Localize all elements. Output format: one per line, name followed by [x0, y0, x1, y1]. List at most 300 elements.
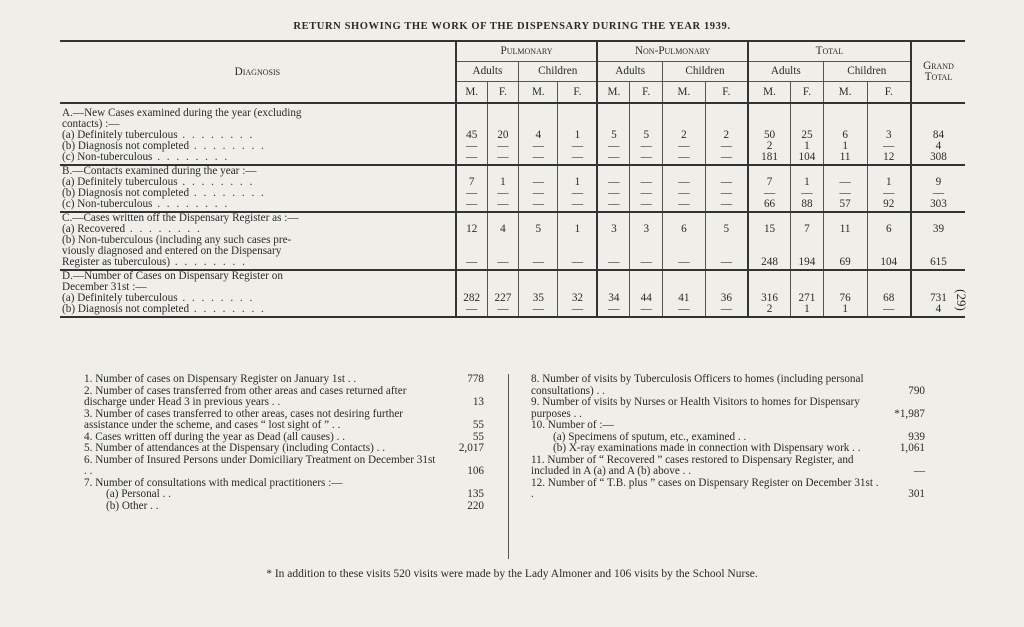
value-cell: —	[487, 199, 518, 212]
leader-dots: . . . . . . . .	[170, 257, 247, 268]
section-heading	[60, 282, 456, 293]
notes-left-column	[84, 374, 484, 512]
value-cell: 4	[519, 130, 558, 141]
row-label-text: (a) Definitely tuberculous	[62, 177, 178, 188]
header-adults: Adults	[748, 62, 823, 82]
value-cell: —	[705, 304, 748, 317]
value-cell: 76	[823, 293, 867, 304]
value-cell: —	[558, 188, 597, 199]
value-cell: —	[558, 199, 597, 212]
header-f: F.	[630, 82, 663, 104]
empty-cell	[911, 270, 965, 282]
empty-cell	[867, 270, 911, 282]
value-cell: —	[705, 257, 748, 270]
table-row	[60, 199, 965, 212]
row-label	[60, 130, 456, 141]
note-item	[509, 374, 925, 397]
value-cell: 45	[456, 130, 487, 141]
value-cell: —	[558, 257, 597, 270]
section-heading	[60, 103, 456, 119]
note-text: (b) X-ray examinations made in connection with Dispensary work . .	[553, 442, 861, 454]
empty-cell	[911, 235, 965, 246]
row-label-text: A.—New Cases examined during the year (excluding	[62, 107, 302, 119]
value-cell: —	[748, 188, 791, 199]
value-cell: 7	[748, 177, 791, 188]
value-cell: 20	[487, 130, 518, 141]
value-cell: —	[705, 152, 748, 165]
header-f: F.	[705, 82, 748, 104]
header-m: M.	[748, 82, 791, 104]
leader-dots: . . . . . . . .	[177, 177, 255, 188]
note-text: 12. Number of “ T.B. plus ” cases on Dispensary Register on December 31st . .	[531, 476, 879, 500]
value-cell: 11	[823, 152, 867, 165]
note-item	[84, 386, 484, 409]
row-label-text: (a) Recovered	[62, 224, 126, 235]
value-cell: 15	[748, 224, 791, 235]
value-cell: 1	[867, 177, 911, 188]
empty-cell	[630, 235, 663, 246]
value-cell: 282	[456, 293, 487, 304]
row-label	[60, 152, 456, 165]
value-cell: 25	[791, 130, 824, 141]
empty-cell	[791, 103, 824, 119]
empty-cell	[456, 270, 487, 282]
value-cell: —	[456, 141, 487, 152]
note-item	[84, 501, 484, 513]
empty-cell	[748, 103, 791, 119]
header-adults: Adults	[597, 62, 662, 82]
empty-cell	[487, 235, 518, 246]
table-row	[60, 293, 965, 304]
header-adults: Adults	[456, 62, 519, 82]
grand-total-cell: 731	[911, 293, 965, 304]
value-cell: 50	[748, 130, 791, 141]
value-cell: 5	[630, 130, 663, 141]
table-row	[60, 246, 965, 257]
section-heading-row	[60, 165, 965, 177]
value-cell: 12	[456, 224, 487, 235]
value-cell: 32	[558, 293, 597, 304]
row-label	[60, 293, 456, 304]
value-cell: —	[519, 152, 558, 165]
value-cell: —	[705, 177, 748, 188]
value-cell: 248	[748, 257, 791, 270]
table-section	[60, 270, 965, 317]
table-row	[60, 257, 965, 270]
page-number: (29)	[953, 289, 969, 311]
header-children: Children	[663, 62, 748, 82]
empty-cell	[663, 235, 706, 246]
value-cell: 1	[791, 141, 824, 152]
table-row	[60, 304, 965, 317]
note-text: (a) Personal . .	[106, 488, 171, 500]
leader-dots: . . . . . . . .	[177, 130, 255, 141]
row-label-text: viously diagnosed and entered on the Dispensary	[62, 246, 282, 257]
row-label-text: (c) Non-tuberculous	[62, 199, 153, 210]
empty-cell	[597, 103, 630, 119]
note-text: 9. Number of visits by Nurses or Health Visitors to homes for Dispensary purposes . .	[531, 396, 860, 420]
value-cell: 2	[748, 304, 791, 317]
table-row	[60, 224, 965, 235]
dispensary-return-table	[60, 40, 965, 318]
header-m: M.	[456, 82, 487, 104]
value-cell: —	[663, 188, 706, 199]
note-text: 10. Number of :—	[531, 419, 614, 431]
note-value: 939	[908, 430, 925, 443]
note-text: 4. Cases written off during the year as Dead (all causes) . .	[84, 430, 346, 443]
empty-cell	[823, 270, 867, 282]
empty-cell	[705, 235, 748, 246]
row-label-text: (a) Definitely tuberculous	[62, 293, 178, 304]
section-heading-row	[60, 103, 965, 119]
row-label	[60, 257, 456, 270]
row-label	[60, 177, 456, 188]
value-cell: —	[456, 304, 487, 317]
value-cell: 4	[487, 224, 518, 235]
value-cell: 3	[597, 224, 630, 235]
leader-dots: . . . . . . . .	[189, 188, 266, 199]
table-section	[60, 165, 965, 212]
value-cell: 104	[791, 152, 824, 165]
leader-dots: . . . . . . . .	[177, 293, 255, 304]
leader-dots: . . . . . . . .	[125, 224, 202, 235]
empty-cell	[748, 235, 791, 246]
table-row	[60, 130, 965, 141]
empty-cell	[597, 270, 630, 282]
value-cell: 1	[558, 177, 597, 188]
note-text: (b) Other . .	[106, 499, 159, 512]
header-children: Children	[823, 62, 911, 82]
table-row	[60, 188, 965, 199]
header-f: F.	[867, 82, 911, 104]
table-row	[60, 235, 965, 246]
value-cell: 271	[791, 293, 824, 304]
note-item	[509, 397, 925, 420]
note-text: 1. Number of cases on Dispensary Register on January 1st . .	[84, 373, 357, 385]
row-label	[60, 246, 456, 257]
row-label-text: (c) Non-tuberculous	[62, 152, 153, 163]
value-cell: —	[823, 177, 867, 188]
note-value: 135	[467, 488, 484, 500]
value-cell: 44	[630, 293, 663, 304]
note-value: 106	[467, 465, 484, 477]
note-item	[84, 409, 484, 432]
empty-cell	[487, 103, 518, 119]
section-heading	[60, 119, 456, 130]
empty-cell	[558, 270, 597, 282]
value-cell: —	[487, 152, 518, 165]
value-cell: —	[630, 257, 663, 270]
value-cell: 6	[823, 130, 867, 141]
value-cell: —	[867, 141, 911, 152]
value-cell: —	[705, 188, 748, 199]
empty-cell	[823, 235, 867, 246]
row-label	[60, 199, 456, 212]
empty-cell	[558, 103, 597, 119]
value-cell: 5	[597, 130, 630, 141]
value-cell: 35	[519, 293, 558, 304]
value-cell: 2	[663, 130, 706, 141]
value-cell: 181	[748, 152, 791, 165]
note-item	[84, 455, 484, 478]
note-item	[509, 455, 925, 478]
value-cell: —	[630, 152, 663, 165]
header-m: M.	[823, 82, 867, 104]
page-title: RETURN SHOWING THE WORK OF THE DISPENSARY DURING THE YEAR 1939.	[293, 21, 731, 32]
empty-cell	[558, 235, 597, 246]
value-cell: 7	[791, 224, 824, 235]
row-label-text: (b) Diagnosis not completed	[62, 188, 190, 199]
empty-cell	[791, 270, 824, 282]
value-cell: —	[867, 188, 911, 199]
value-cell: 7	[456, 177, 487, 188]
leader-dots: . . . . . . . .	[189, 141, 266, 152]
value-cell: 41	[663, 293, 706, 304]
value-cell: —	[663, 141, 706, 152]
value-cell: 6	[867, 224, 911, 235]
value-cell: 1	[823, 141, 867, 152]
row-label-text: (a) Definitely tuberculous	[62, 130, 178, 141]
value-cell: —	[663, 152, 706, 165]
empty-cell	[663, 103, 706, 119]
section-heading-row	[60, 119, 965, 130]
value-cell: —	[456, 188, 487, 199]
leader-dots: . . . . . . . .	[189, 304, 266, 315]
value-cell: 3	[867, 130, 911, 141]
value-cell: 57	[823, 199, 867, 212]
note-value: 1,061	[899, 442, 925, 454]
section-heading	[60, 212, 456, 224]
value-cell: —	[519, 304, 558, 317]
note-text: 8. Number of visits by Tuberculosis Officers to homes (including personal consultations) . .	[531, 373, 864, 397]
note-text: (a) Specimens of sputum, etc., examined . .	[553, 430, 747, 443]
value-cell: 2	[748, 141, 791, 152]
section-heading	[60, 165, 456, 177]
value-cell: —	[663, 177, 706, 188]
empty-cell	[705, 270, 748, 282]
value-cell: —	[519, 177, 558, 188]
empty-cell	[456, 103, 487, 119]
value-cell: 36	[705, 293, 748, 304]
value-cell: 88	[791, 199, 824, 212]
note-item	[84, 489, 484, 501]
table-row	[60, 152, 965, 165]
header-m: M.	[519, 82, 558, 104]
footnote: * In addition to these visits 520 visits were made by the Lady Almoner and 106 visits by the School Nurse.	[266, 568, 758, 580]
grand-total-cell: 39	[911, 224, 965, 235]
grand-total-cell: 308	[911, 152, 965, 165]
section-heading-row	[60, 282, 965, 293]
table-row	[60, 141, 965, 152]
empty-cell	[519, 103, 558, 119]
value-cell: —	[867, 304, 911, 317]
value-cell: 316	[748, 293, 791, 304]
value-cell: 11	[823, 224, 867, 235]
header-grand-total: Grand Total	[911, 41, 965, 103]
row-label	[60, 141, 456, 152]
empty-cell	[630, 103, 663, 119]
row-label-text: (b) Diagnosis not completed	[62, 141, 190, 152]
notes-right-column	[508, 374, 925, 559]
value-cell: —	[487, 188, 518, 199]
value-cell: 68	[867, 293, 911, 304]
value-cell: 69	[823, 257, 867, 270]
value-cell: —	[663, 257, 706, 270]
value-cell: —	[791, 188, 824, 199]
value-cell: 1	[823, 304, 867, 317]
empty-cell	[519, 235, 558, 246]
header-diagnosis: Diagnosis	[60, 41, 456, 103]
value-cell: —	[705, 199, 748, 212]
table-section	[60, 103, 965, 165]
empty-cell	[867, 235, 911, 246]
value-cell: 5	[705, 224, 748, 235]
value-cell: —	[558, 141, 597, 152]
note-item	[84, 443, 484, 455]
value-cell: 194	[791, 257, 824, 270]
value-cell: —	[519, 199, 558, 212]
value-cell: —	[597, 152, 630, 165]
value-cell: —	[630, 177, 663, 188]
section-heading-row	[60, 270, 965, 282]
section-heading	[60, 270, 456, 282]
row-label-text: (b) Non-tuberculous (including any such cases pre-	[62, 235, 292, 246]
header-total: Total	[748, 41, 911, 62]
value-cell: —	[630, 188, 663, 199]
note-text: 6. Number of Insured Persons under Domiciliary Treatment on December 31st . .	[84, 453, 436, 477]
value-cell: 2	[705, 130, 748, 141]
empty-cell	[823, 103, 867, 119]
header-f: F.	[558, 82, 597, 104]
value-cell: 12	[867, 152, 911, 165]
row-label-text: C.—Cases written off the Dispensary Register as :—	[62, 212, 299, 224]
note-item	[84, 374, 484, 386]
row-label-text: (b) Diagnosis not completed	[62, 304, 190, 315]
grand-total-cell: 4	[911, 304, 965, 317]
row-label	[60, 304, 456, 317]
empty-cell	[748, 270, 791, 282]
note-value: 220	[467, 499, 484, 512]
value-cell: —	[487, 257, 518, 270]
note-item	[509, 443, 925, 455]
grand-total-cell: 9	[911, 177, 965, 188]
row-label-text: Register as tuberculous)	[62, 257, 171, 268]
note-text: 2. Number of cases transferred from other areas and cases returned after discharge under Head 3 in previous years . .	[84, 384, 407, 408]
value-cell: 6	[663, 224, 706, 235]
grand-total-cell: 303	[911, 199, 965, 212]
value-cell: —	[519, 188, 558, 199]
value-cell: —	[456, 199, 487, 212]
value-cell: 1	[791, 177, 824, 188]
row-label	[60, 235, 456, 246]
value-cell: 3	[630, 224, 663, 235]
leader-dots: . . . . . . . .	[152, 199, 230, 210]
value-cell: —	[597, 188, 630, 199]
value-cell: —	[597, 177, 630, 188]
note-value: 13	[472, 396, 484, 408]
header-pulmonary: Pulmonary	[456, 41, 598, 62]
note-value: 778	[467, 373, 484, 385]
grand-total-cell: 84	[911, 130, 965, 141]
row-label	[60, 188, 456, 199]
header-m: M.	[663, 82, 706, 104]
grand-total-cell: 4	[911, 141, 965, 152]
header-m: M.	[597, 82, 630, 104]
header-non-pulmonary: Non-Pulmonary	[597, 41, 748, 62]
value-cell: —	[597, 304, 630, 317]
value-cell: —	[630, 141, 663, 152]
note-text: 3. Number of cases transferred to other areas, cases not desiring further assistance under the scheme, and cases “ lost sight of ” . .	[84, 407, 404, 431]
value-cell: 5	[519, 224, 558, 235]
header-f: F.	[487, 82, 518, 104]
header-children: Children	[519, 62, 598, 82]
value-cell: 227	[487, 293, 518, 304]
value-cell: —	[456, 152, 487, 165]
value-cell: —	[558, 152, 597, 165]
grand-total-cell: —	[911, 188, 965, 199]
value-cell: 34	[597, 293, 630, 304]
value-cell: —	[630, 304, 663, 317]
value-cell: —	[519, 141, 558, 152]
note-item	[509, 420, 925, 432]
value-cell: —	[487, 141, 518, 152]
value-cell: —	[456, 257, 487, 270]
value-cell: —	[823, 188, 867, 199]
leader-dots: . . . . . . . .	[152, 152, 230, 163]
table-section	[60, 212, 965, 270]
value-cell: —	[558, 304, 597, 317]
value-cell: —	[519, 257, 558, 270]
row-label	[60, 224, 456, 235]
value-cell: 66	[748, 199, 791, 212]
empty-cell	[456, 235, 487, 246]
value-cell: —	[597, 199, 630, 212]
empty-cell	[867, 103, 911, 119]
header-f: F.	[791, 82, 824, 104]
note-text: 5. Number of attendances at the Dispensary (including Contacts) . .	[84, 442, 386, 454]
value-cell: —	[630, 199, 663, 212]
empty-cell	[663, 270, 706, 282]
value-cell: 104	[867, 257, 911, 270]
note-item	[509, 478, 925, 501]
note-value: 55	[472, 430, 484, 443]
value-cell: —	[597, 141, 630, 152]
note-value: 790	[908, 384, 925, 397]
grand-total-cell: 615	[911, 257, 965, 270]
value-cell: —	[487, 304, 518, 317]
value-cell: 92	[867, 199, 911, 212]
table-row	[60, 177, 965, 188]
note-value: 55	[472, 419, 484, 431]
note-value: 301	[908, 488, 925, 500]
value-cell: —	[705, 141, 748, 152]
row-label-text: December 31st :—	[62, 282, 147, 293]
empty-cell	[911, 103, 965, 119]
value-cell: 1	[487, 177, 518, 188]
note-text: 11. Number of “ Recovered ” cases restored to Dispensary Register, and included in A (a) and A (b) above . .	[531, 453, 854, 477]
section-heading-row	[60, 212, 965, 224]
empty-cell	[519, 270, 558, 282]
empty-cell	[597, 235, 630, 246]
note-value: *1,987	[894, 407, 925, 420]
row-label-text: contacts) :—	[62, 119, 120, 130]
note-value: —	[913, 465, 925, 477]
note-text: 7. Number of consultations with medical practitioners :—	[84, 476, 343, 489]
empty-cell	[705, 103, 748, 119]
row-label-text: B.—Contacts examined during the year :—	[62, 165, 257, 177]
empty-cell	[487, 270, 518, 282]
empty-cell	[791, 235, 824, 246]
